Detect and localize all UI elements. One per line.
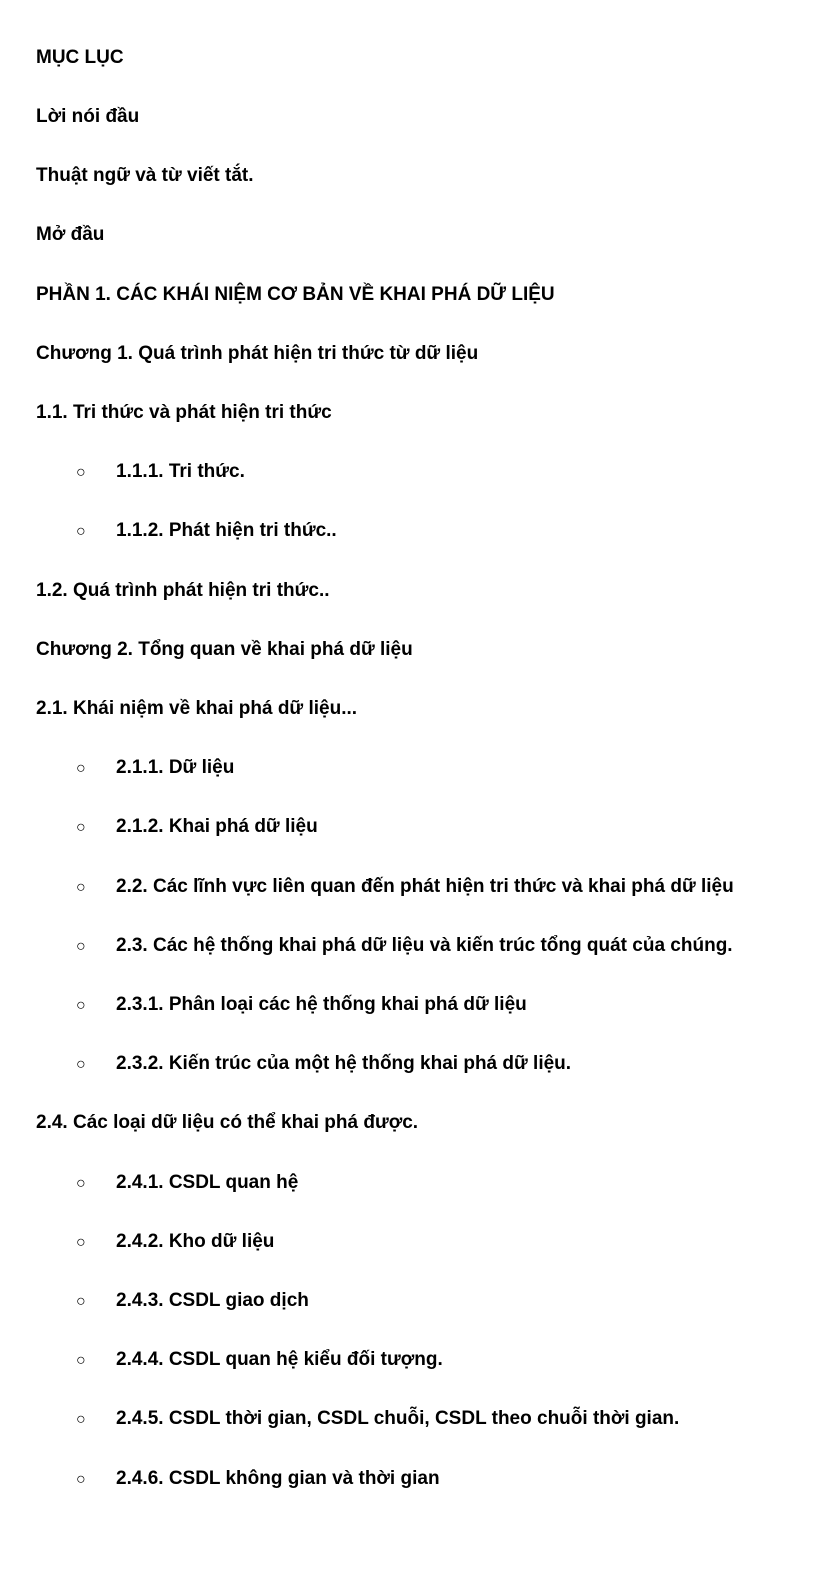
bullet-icon: ○ — [76, 464, 86, 481]
toc-subentry[interactable] — [76, 1171, 298, 1196]
toc-entry[interactable] — [36, 401, 332, 425]
toc-entry[interactable] — [36, 579, 330, 603]
toc-entry[interactable] — [36, 283, 555, 307]
toc-entry-text: 2.1.2. Khai phá dữ liệu — [116, 816, 318, 837]
toc-entry-text: Lời nói đầu — [36, 106, 140, 127]
bullet-icon: ○ — [76, 1411, 86, 1428]
bullet-icon: ○ — [76, 1234, 86, 1251]
bullet-icon: ○ — [76, 1293, 86, 1310]
toc-entry-text: 2.3.2. Kiến trúc của một hệ thống khai phá dữ liệu. — [116, 1053, 572, 1074]
toc-entry-text: 2.1.1. Dữ liệu — [116, 757, 235, 778]
toc-subentry[interactable] — [76, 1407, 679, 1432]
toc-entry-text: 2.1. Khái niệm về khai phá dữ liệu... — [36, 698, 358, 719]
toc-entry[interactable] — [36, 342, 478, 366]
toc-entry-text: 2.3.1. Phân loại các hệ thống khai phá dữ liệu — [116, 994, 527, 1015]
toc-entry-text: 1.2. Quá trình phát hiện tri thức.. — [36, 580, 330, 601]
bullet-icon: ○ — [76, 879, 86, 896]
toc-entry-text: Chương 1. Quá trình phát hiện tri thức từ dữ liệu — [36, 343, 479, 364]
toc-entry-text: 2.2. Các lĩnh vực liên quan đến phát hiện tri thức và khai phá dữ liệu — [116, 876, 734, 897]
toc-entry-text: 1.1. Tri thức và phát hiện tri thức — [36, 402, 332, 423]
bullet-icon: ○ — [76, 819, 86, 836]
toc-entry-text: 1.1.2. Phát hiện tri thức.. — [116, 520, 337, 541]
toc-entry[interactable] — [36, 638, 413, 662]
toc-entry-text: 2.4.3. CSDL giao dịch — [116, 1290, 309, 1311]
toc-subentry[interactable] — [76, 993, 527, 1018]
toc-subentry[interactable] — [76, 460, 245, 485]
toc-entry-text: 2.4.2. Kho dữ liệu — [116, 1231, 275, 1252]
bullet-icon: ○ — [76, 1352, 86, 1369]
toc-entry-text: 2.4. Các loại dữ liệu có thể khai phá được. — [36, 1112, 419, 1133]
toc-subentry[interactable] — [76, 875, 734, 900]
toc-entry-text: Mở đầu — [36, 224, 105, 245]
toc-entry-text: PHẦN 1. CÁC KHÁI NIỆM CƠ BẢN VỀ KHAI PHÁ DỮ LIỆU — [36, 284, 555, 305]
toc-subentry[interactable] — [76, 519, 337, 544]
toc-entry[interactable] — [36, 1111, 418, 1135]
toc-entry-text: 2.3. Các hệ thống khai phá dữ liệu và kiến trúc tổng quát của chúng. — [116, 935, 733, 956]
toc-subentry[interactable] — [76, 756, 234, 781]
bullet-icon: ○ — [76, 1175, 86, 1192]
toc-title: MỤC LỤC — [36, 47, 124, 68]
bullet-icon: ○ — [76, 523, 86, 540]
toc-entry-text: 1.1.1. Tri thức. — [116, 461, 245, 482]
bullet-icon: ○ — [76, 938, 86, 955]
toc-subentry[interactable] — [76, 815, 318, 840]
toc-entry-text: 2.4.6. CSDL không gian và thời gian — [116, 1468, 440, 1489]
toc-subentry[interactable] — [76, 1230, 274, 1255]
toc-entry-text: 2.4.4. CSDL quan hệ kiểu đối tượng. — [116, 1349, 443, 1370]
toc-entry[interactable] — [36, 223, 104, 247]
toc-entry-text: Chương 2. Tổng quan về khai phá dữ liệu — [36, 639, 413, 660]
bullet-icon: ○ — [76, 760, 86, 777]
toc-entry[interactable] — [36, 105, 139, 129]
toc-subentry[interactable] — [76, 1289, 309, 1314]
toc-entry-text: 2.4.1. CSDL quan hệ — [116, 1172, 299, 1193]
toc-subentry[interactable] — [76, 934, 733, 959]
bullet-icon: ○ — [76, 997, 86, 1014]
toc-subentry[interactable] — [76, 1467, 440, 1492]
toc-entry[interactable] — [36, 697, 357, 721]
toc-entry-text: 2.4.5. CSDL thời gian, CSDL chuỗi, CSDL theo chuỗi thời gian. — [116, 1408, 680, 1429]
bullet-icon: ○ — [76, 1056, 86, 1073]
toc-subentry[interactable] — [76, 1348, 443, 1373]
toc-subentry[interactable] — [76, 1052, 571, 1077]
toc-entry-text: Thuật ngữ và từ viết tắt. — [36, 165, 254, 186]
bullet-icon: ○ — [76, 1471, 86, 1488]
toc-entry[interactable] — [36, 164, 254, 188]
